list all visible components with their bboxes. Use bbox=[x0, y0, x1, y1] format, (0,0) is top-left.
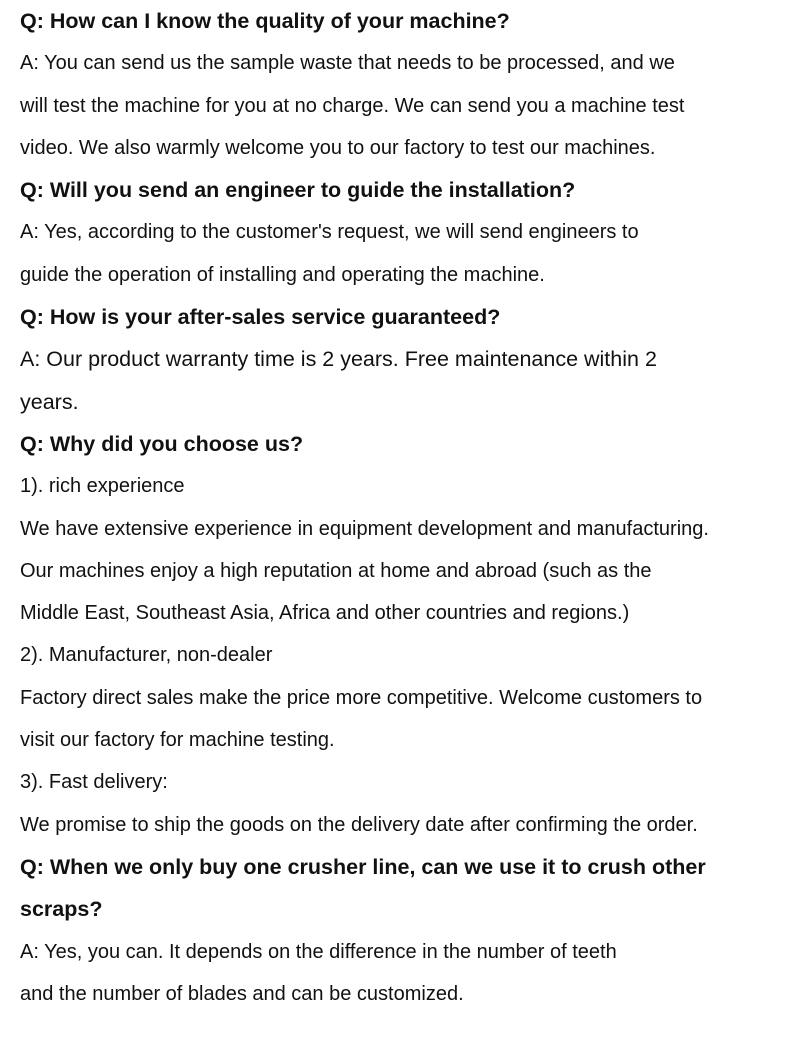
answer-after-sales-line-2: years. bbox=[20, 389, 79, 414]
point-2-heading: 2). Manufacturer, non-dealer bbox=[20, 644, 273, 667]
point-1-line-2: Our machines enjoy a high reputation at home and abroad (such as the bbox=[20, 559, 652, 582]
answer-crusher-line-1: A: Yes, you can. It depends on the difference in the number of teeth bbox=[20, 940, 617, 963]
point-3-line-1: We promise to ship the goods on the delivery date after confirming the order. bbox=[20, 813, 698, 836]
answer-crusher-line-2: and the number of blades and can be customized. bbox=[20, 982, 464, 1005]
point-3-heading: 3). Fast delivery: bbox=[20, 771, 168, 794]
answer-quality-line-3: video. We also warmly welcome you to our factory to test our machines. bbox=[20, 136, 656, 159]
question-after-sales: Q: How is your after-sales service guaranteed? bbox=[20, 305, 501, 330]
answer-after-sales-line-1: A: Our product warranty time is 2 years. Free maintenance within 2 bbox=[20, 347, 657, 372]
question-crusher-line-2: scraps? bbox=[20, 897, 103, 922]
point-1-line-3: Middle East, Southeast Asia, Africa and other countries and regions.) bbox=[20, 602, 630, 625]
point-1-heading: 1). rich experience bbox=[20, 475, 185, 498]
point-2-line-1: Factory direct sales make the price more competitive. Welcome customers to bbox=[20, 686, 703, 709]
answer-engineer-line-1: A: Yes, according to the customer's request, we will send engineers to bbox=[20, 221, 639, 244]
faq-document bbox=[20, 0, 785, 1015]
question-why-us: Q: Why did you choose us? bbox=[20, 431, 304, 456]
point-2-line-2: visit our factory for machine testing. bbox=[20, 729, 335, 752]
question-quality: Q: How can I know the quality of your machine? bbox=[20, 9, 510, 33]
question-engineer: Q: Will you send an engineer to guide the installation? bbox=[20, 178, 576, 203]
answer-engineer-line-2: guide the operation of installing and operating the machine. bbox=[20, 263, 545, 286]
point-1-line-1: We have extensive experience in equipment development and manufacturing. bbox=[20, 517, 709, 540]
answer-quality-line-1: A: You can send us the sample waste that needs to be processed, and we bbox=[20, 52, 675, 75]
answer-quality-line-2: will test the machine for you at no charge. We can send you a machine test bbox=[20, 94, 685, 117]
question-crusher-line-1: Q: When we only buy one crusher line, can we use it to crush other bbox=[20, 854, 706, 879]
